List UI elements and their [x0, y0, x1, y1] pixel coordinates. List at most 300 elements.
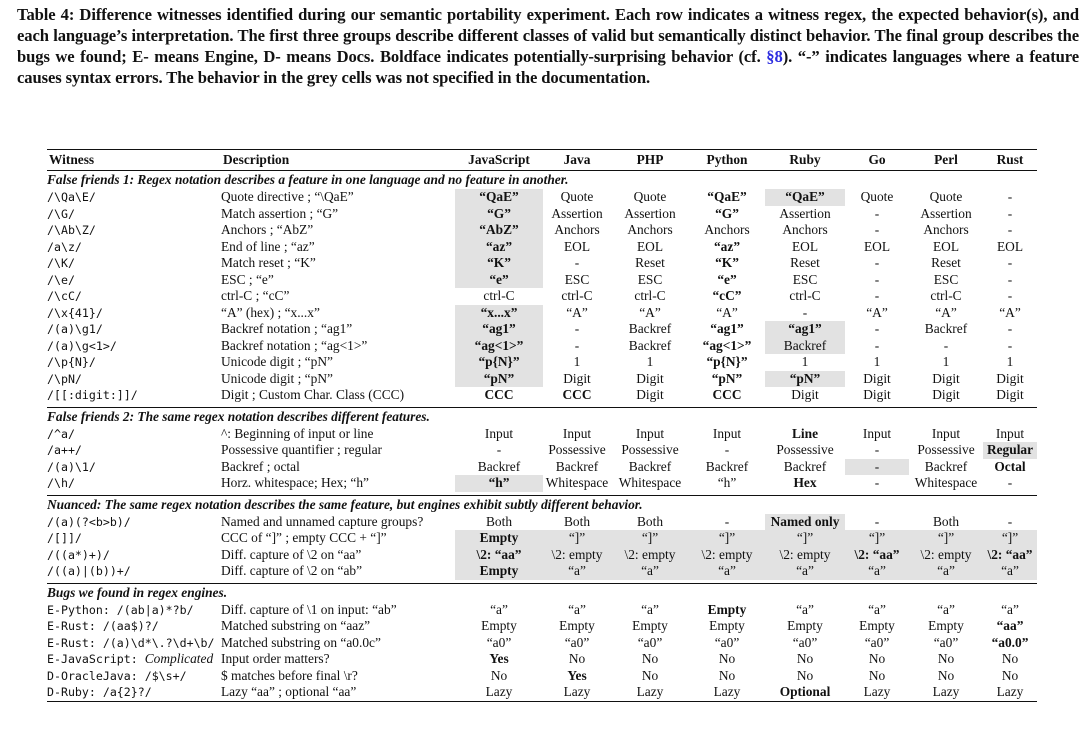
witness-cell — [47, 305, 221, 322]
cell-go: - — [874, 321, 880, 336]
witness-regex: /(a)(?<b>b)/ — [47, 514, 131, 529]
cell-php: EOL — [636, 238, 664, 254]
cell-perl: Possessive — [917, 442, 975, 457]
header-witness: Witness — [47, 150, 221, 171]
table-row — [47, 387, 1037, 404]
description-cell: Match assertion ; “G” — [221, 205, 339, 221]
cell-perl: “A” — [935, 304, 957, 320]
table-row — [47, 189, 1037, 206]
cell-rust: Input — [995, 425, 1025, 441]
table-row — [47, 547, 1037, 564]
cell-javascript: “ag1” — [455, 321, 543, 338]
description-cell: $ matches before final \r? — [221, 667, 358, 683]
table-row — [47, 222, 1037, 239]
cell-java: ESC — [564, 271, 590, 287]
cell-java: “a” — [543, 563, 611, 580]
table-row — [47, 305, 1037, 322]
cell-javascript: “K” — [455, 255, 543, 272]
cell-python: “a” — [689, 563, 765, 580]
cell-java: CCC — [562, 387, 592, 402]
header-perl: Perl — [909, 150, 983, 171]
cell-javascript: “p{N}” — [455, 354, 543, 371]
cell-rust: “A” — [999, 304, 1021, 320]
cell-rust: - — [1007, 222, 1013, 237]
cell-go: - — [874, 337, 880, 353]
cell-rust: - — [1007, 288, 1013, 303]
cell-java: Input — [562, 425, 592, 441]
cell-rust: Regular — [983, 442, 1037, 459]
cell-perl: 1 — [942, 354, 950, 369]
cell-ruby: ctrl-C — [789, 288, 821, 303]
cell-java: - — [574, 337, 580, 353]
table-row — [47, 684, 1037, 701]
cell-go: - — [874, 513, 880, 529]
cell-go: - — [874, 255, 880, 270]
cell-rust: Digit — [996, 370, 1024, 386]
witness-cell — [47, 442, 221, 459]
cell-python: No — [718, 651, 736, 666]
witness-cell — [47, 222, 221, 239]
witness-cell — [47, 563, 221, 580]
group-heading-row — [47, 495, 1037, 514]
cell-php: “A” — [639, 304, 661, 320]
cell-java: Anchors — [554, 222, 600, 237]
cell-rust: - — [1007, 255, 1013, 270]
witness-regex: D-Ruby: /a{2}?/ — [47, 685, 152, 699]
cell-python: “pN” — [711, 370, 743, 386]
cell-php: “a” — [641, 601, 659, 617]
witness-regex: /(a)\1/ — [47, 459, 96, 474]
cell-perl: “a0” — [933, 634, 959, 650]
group-heading: Nuanced: The same regex notation describes the same feature, but engines exhibit subtly different behavior. — [47, 495, 1037, 514]
cell-rust: \2: “aa” — [983, 547, 1037, 564]
witness-cell — [47, 255, 221, 272]
cell-python: Anchors — [704, 222, 750, 237]
cell-perl: Both — [932, 513, 960, 529]
cell-rust: - — [1007, 205, 1013, 221]
witness-cell — [47, 684, 221, 701]
cell-perl: Empty — [928, 618, 964, 633]
group-heading-row — [47, 583, 1037, 602]
cell-javascript: ctrl-C — [483, 288, 515, 303]
cell-java: Digit — [563, 370, 591, 386]
cell-java: “a” — [568, 601, 586, 617]
table-row — [47, 668, 1037, 685]
cell-go: - — [874, 475, 880, 490]
witness-cell — [47, 547, 221, 564]
difference-witness-table — [47, 149, 1037, 702]
header-rust: Rust — [983, 150, 1037, 171]
table-row — [47, 530, 1037, 547]
cell-java: ctrl-C — [561, 288, 593, 303]
cell-php: 1 — [646, 354, 654, 369]
cell-python: “az” — [713, 238, 741, 254]
cell-ruby: EOL — [791, 238, 819, 254]
cell-python: Empty — [707, 601, 747, 617]
description-cell: Matched substring on “a0.0c” — [221, 634, 381, 650]
description-cell: “A” (hex) ; “x...x” — [221, 304, 320, 320]
group-heading-row — [47, 407, 1037, 426]
witness-cell — [47, 530, 221, 547]
cell-php: ESC — [637, 271, 663, 287]
group-heading-row — [47, 171, 1037, 190]
description-cell: Digit ; Custom Char. Class (CCC) — [221, 387, 405, 402]
cell-php: Digit — [636, 387, 664, 402]
witness-regex: /\pN/ — [47, 371, 82, 386]
cell-python: Lazy — [689, 684, 765, 701]
cell-go: EOL — [863, 238, 891, 254]
header-java: Java — [543, 150, 611, 171]
cell-php: No — [641, 667, 659, 683]
cell-javascript: “ag<1>” — [455, 338, 543, 355]
cell-perl: Input — [931, 425, 961, 441]
cell-ruby: \2: empty — [765, 547, 845, 564]
witness-cell — [47, 288, 221, 305]
cell-ruby: “a” — [796, 601, 814, 617]
witness-regex: /^a/ — [47, 426, 75, 441]
cell-perl: Digit — [932, 387, 960, 402]
cell-javascript: “e” — [455, 272, 543, 289]
group-heading: Bugs we found in regex engines. — [47, 583, 1037, 602]
witness-regex: /a++/ — [47, 443, 82, 457]
header-php: PHP — [611, 150, 689, 171]
witness-cell — [47, 651, 221, 668]
header-ruby: Ruby — [765, 150, 845, 171]
description-cell: Backref ; octal — [221, 458, 300, 474]
table-row — [47, 239, 1037, 256]
cell-php: Whitespace — [618, 475, 682, 490]
witness-cell — [47, 459, 221, 476]
cell-perl: EOL — [932, 238, 960, 254]
witness-cell — [47, 387, 221, 404]
table-row — [47, 651, 1037, 668]
cell-perl: No — [937, 667, 955, 683]
cell-rust: - — [1007, 475, 1013, 490]
cell-rust: - — [1007, 189, 1013, 204]
witness-cell — [47, 206, 221, 223]
cell-php: “]” — [611, 530, 689, 547]
cell-javascript: CCC — [484, 387, 514, 402]
description-cell: End of line ; “az” — [221, 238, 315, 254]
cell-python: No — [718, 667, 736, 683]
header-description: Description — [221, 150, 455, 171]
cell-php: \2: empty — [611, 547, 689, 564]
caption-text-2: ). “-” indicates languages where a feature causes syntax errors. The behavior in the grey cells was not specified in the documentation. — [17, 47, 1079, 87]
cell-python: “h” — [717, 475, 737, 490]
cell-java: Possessive — [548, 442, 606, 457]
cell-python: “a0” — [714, 634, 740, 650]
cell-go: “a” — [845, 563, 909, 580]
cell-go: “A” — [866, 304, 888, 320]
cell-ruby: Line — [791, 425, 819, 441]
cell-go: “a” — [868, 601, 886, 617]
cell-rust: “a0.0” — [991, 634, 1029, 650]
cell-php: Backref — [628, 337, 672, 353]
cell-javascript: \2: “aa” — [455, 547, 543, 564]
description-cell: Anchors ; “AbZ” — [221, 222, 314, 237]
witness-cell — [47, 514, 221, 531]
table-row — [47, 371, 1037, 388]
cell-go: No — [868, 667, 886, 683]
table-row — [47, 475, 1037, 492]
section-reference-link[interactable]: §8 — [766, 47, 783, 66]
table-row — [47, 255, 1037, 272]
group-heading: False friends 1: Regex notation describes a feature in one language and no feature in another. — [47, 172, 569, 187]
cell-perl: “]” — [909, 530, 983, 547]
cell-java: “]” — [543, 530, 611, 547]
cell-python: “QaE” — [707, 189, 747, 204]
cell-java: \2: empty — [543, 547, 611, 564]
cell-python: Backref — [705, 458, 749, 474]
cell-perl: Assertion — [920, 205, 972, 221]
cell-perl: Backref — [924, 321, 968, 336]
cell-ruby: Possessive — [776, 442, 834, 457]
cell-php: ctrl-C — [634, 288, 666, 303]
description-cell: Unicode digit ; “pN” — [221, 354, 333, 369]
description-cell: Horz. whitespace; Hex; “h” — [221, 475, 369, 490]
cell-php: “a” — [611, 563, 689, 580]
witness-cell — [47, 602, 221, 619]
cell-java: - — [574, 255, 580, 270]
witness-regex: /(a)\g1/ — [47, 322, 103, 336]
table-row — [47, 288, 1037, 305]
cell-javascript: Empty — [481, 618, 517, 633]
cell-ruby: Optional — [765, 684, 845, 701]
cell-java: Empty — [559, 618, 595, 633]
cell-go: “]” — [845, 530, 909, 547]
cell-go: 1 — [873, 354, 881, 369]
description-cell: Diff. capture of \2 on “ab” — [221, 563, 363, 578]
cell-php: Both — [636, 513, 664, 529]
cell-python: CCC — [712, 387, 742, 402]
table-row — [47, 618, 1037, 635]
cell-php: No — [641, 651, 659, 666]
cell-perl: Whitespace — [914, 475, 978, 490]
witness-regex: /\K/ — [47, 256, 75, 270]
description-cell: Backref notation ; “ag<1>” — [221, 337, 368, 353]
cell-javascript: “az” — [455, 239, 543, 256]
cell-java: 1 — [573, 354, 581, 369]
cell-python: “ag<1>” — [702, 337, 752, 353]
description-cell: ctrl-C ; “cC” — [221, 288, 290, 303]
cell-python: - — [724, 442, 730, 457]
cell-ruby: “QaE” — [765, 189, 845, 206]
cell-python: Input — [712, 425, 742, 441]
cell-go: \2: “aa” — [845, 547, 909, 564]
witness-regex: /\cC/ — [47, 289, 82, 303]
cell-javascript: Yes — [489, 651, 509, 666]
cell-go: - — [874, 222, 880, 237]
cell-go: Lazy — [845, 684, 909, 701]
description-cell: Diff. capture of \2 on “aa” — [221, 546, 362, 562]
cell-perl: Lazy — [909, 684, 983, 701]
table-row — [47, 602, 1037, 619]
description-cell: CCC of “]” ; empty CCC + “]” — [221, 530, 387, 545]
cell-php: Assertion — [624, 205, 676, 221]
cell-javascript: “QaE” — [455, 189, 543, 206]
caption-text-1: Table 4: Difference witnesses identified during our semantic portability experiment. Each row indicates a witness regex, the expected behavior(s), and each language’s interpretation. The first three groups describe different classes of valid but semantically distinct behavior. The final group describes the bugs we found; E- means Engine, D- means Docs. Boldface indicates potentially-surprising behavior (cf. — [17, 5, 1079, 66]
table-row — [47, 426, 1037, 443]
cell-perl: Reset — [931, 255, 961, 270]
cell-rust: Octal — [994, 458, 1026, 474]
cell-java: Assertion — [551, 205, 603, 221]
cell-go: - — [874, 205, 880, 221]
cell-javascript: “pN” — [455, 371, 543, 388]
witness-regex: E-Rust: /(aa$)?/ — [47, 619, 159, 633]
description-cell: Matched substring on “aaz” — [221, 618, 371, 633]
witness-regex: /((a)|(b))+/ — [47, 564, 131, 578]
table-row — [47, 338, 1037, 355]
witness-cell — [47, 189, 221, 206]
witness-regex: E-Python: /(ab|a)*?b/ — [47, 602, 194, 617]
cell-go: Input — [862, 425, 892, 441]
cell-perl: “a” — [909, 563, 983, 580]
table-row — [47, 354, 1037, 371]
cell-ruby: Assertion — [779, 205, 831, 221]
table-row — [47, 514, 1037, 531]
witness-regex: /a\z/ — [47, 239, 82, 254]
table-row — [47, 635, 1037, 652]
table-row — [47, 321, 1037, 338]
description-cell: Backref notation ; “ag1” — [221, 321, 353, 336]
table-row — [47, 272, 1037, 289]
description-cell: Unicode digit ; “pN” — [221, 370, 333, 386]
cell-java: “a0” — [564, 634, 590, 650]
witness-regex: /((a*)+)/ — [47, 547, 110, 562]
witness-regex: /\x{41}/ — [47, 305, 103, 320]
cell-java: Backref — [555, 458, 599, 474]
cell-python: \2: empty — [689, 547, 765, 564]
cell-perl: No — [937, 651, 955, 666]
witness-cell — [47, 354, 221, 371]
cell-go: - — [874, 271, 880, 287]
cell-perl: “a” — [937, 601, 955, 617]
cell-java: Lazy — [543, 684, 611, 701]
header-python: Python — [689, 150, 765, 171]
cell-ruby: “pN” — [765, 371, 845, 388]
header-go: Go — [845, 150, 909, 171]
witness-cell — [47, 371, 221, 388]
cell-go: Digit — [863, 387, 891, 402]
cell-php: Possessive — [621, 442, 679, 457]
cell-perl: Digit — [932, 370, 960, 386]
cell-go: Digit — [863, 370, 891, 386]
description-cell: Quote directive ; “\QaE” — [221, 189, 354, 204]
cell-perl: Backref — [924, 458, 968, 474]
cell-rust: - — [1007, 337, 1013, 353]
cell-javascript: “a0” — [486, 634, 512, 650]
witness-cell — [47, 475, 221, 492]
cell-php: Reset — [635, 255, 665, 270]
cell-python: “G” — [715, 205, 739, 221]
cell-rust: - — [1007, 513, 1013, 529]
cell-perl: Anchors — [923, 222, 969, 237]
cell-rust: Lazy — [983, 684, 1037, 701]
witness-regex: /\h/ — [47, 476, 75, 490]
cell-ruby: Anchors — [782, 222, 828, 237]
witness-regex: /\p{N}/ — [47, 355, 96, 369]
cell-java: Quote — [560, 189, 594, 204]
cell-javascript: “G” — [455, 206, 543, 223]
witness-note: Complicated — [144, 651, 214, 666]
cell-php: Anchors — [627, 222, 673, 237]
cell-java: - — [574, 321, 580, 336]
cell-rust: No — [1001, 667, 1019, 683]
cell-javascript: - — [496, 442, 502, 457]
witness-regex: /[]]/ — [47, 531, 82, 545]
cell-rust: “a” — [1001, 601, 1019, 617]
cell-go: Empty — [859, 618, 895, 633]
cell-ruby: No — [796, 651, 814, 666]
cell-ruby: Digit — [791, 387, 819, 402]
description-cell: Input order matters? — [221, 651, 330, 666]
cell-javascript: “x...x” — [455, 305, 543, 322]
cell-php: Backref — [628, 321, 672, 336]
cell-java: Whitespace — [545, 475, 609, 490]
cell-python: “p{N}” — [706, 354, 748, 369]
cell-ruby: Named only — [765, 514, 845, 531]
witness-regex: /(a)\g<1>/ — [47, 338, 117, 353]
cell-ruby: Reset — [790, 255, 820, 270]
description-cell: Named and unnamed capture groups? — [221, 513, 424, 529]
cell-php: “a0” — [637, 634, 663, 650]
witness-cell — [47, 426, 221, 443]
cell-javascript: “AbZ” — [455, 222, 543, 239]
cell-java: Yes — [567, 667, 587, 683]
group-heading: False friends 2: The same regex notation describes different features. — [47, 407, 1037, 426]
cell-javascript: Both — [485, 513, 513, 529]
cell-go: Quote — [860, 189, 894, 204]
cell-perl: ctrl-C — [930, 288, 962, 303]
cell-rust: 1 — [1006, 354, 1014, 369]
description-cell: ^: Beginning of input or line — [221, 425, 374, 441]
witness-cell — [47, 239, 221, 256]
cell-javascript: Input — [484, 425, 514, 441]
cell-perl: ESC — [933, 271, 959, 287]
cell-rust: - — [1007, 321, 1013, 336]
cell-rust: EOL — [996, 238, 1024, 254]
cell-ruby: - — [802, 304, 808, 320]
cell-python: “]” — [689, 530, 765, 547]
witness-cell — [47, 338, 221, 355]
cell-rust: “]” — [983, 530, 1037, 547]
cell-ruby: ESC — [792, 271, 818, 287]
cell-php: Quote — [633, 189, 667, 204]
cell-php: Backref — [628, 458, 672, 474]
witness-regex: /\Qa\E/ — [47, 190, 96, 204]
cell-java: Both — [563, 513, 591, 529]
cell-perl: Quote — [929, 189, 963, 204]
cell-javascript: Empty — [455, 563, 543, 580]
cell-rust: Digit — [996, 387, 1024, 402]
cell-javascript: Lazy — [455, 684, 543, 701]
description-cell: Possessive quantifier ; regular — [221, 442, 383, 457]
cell-ruby: “ag1” — [765, 321, 845, 338]
witness-regex: /\e/ — [47, 272, 75, 287]
cell-javascript: Empty — [455, 530, 543, 547]
cell-go: No — [868, 651, 886, 666]
cell-go: - — [874, 442, 880, 457]
witness-cell — [47, 272, 221, 289]
cell-ruby: 1 — [801, 354, 809, 369]
cell-python: “cC” — [712, 288, 742, 303]
cell-javascript: “h” — [455, 475, 543, 492]
cell-java: No — [568, 651, 586, 666]
witness-cell — [47, 635, 221, 652]
witness-regex: E-JavaScript: — [47, 652, 138, 666]
cell-php: Digit — [636, 370, 664, 386]
witness-regex: /[[:digit:]]/ — [47, 388, 138, 402]
